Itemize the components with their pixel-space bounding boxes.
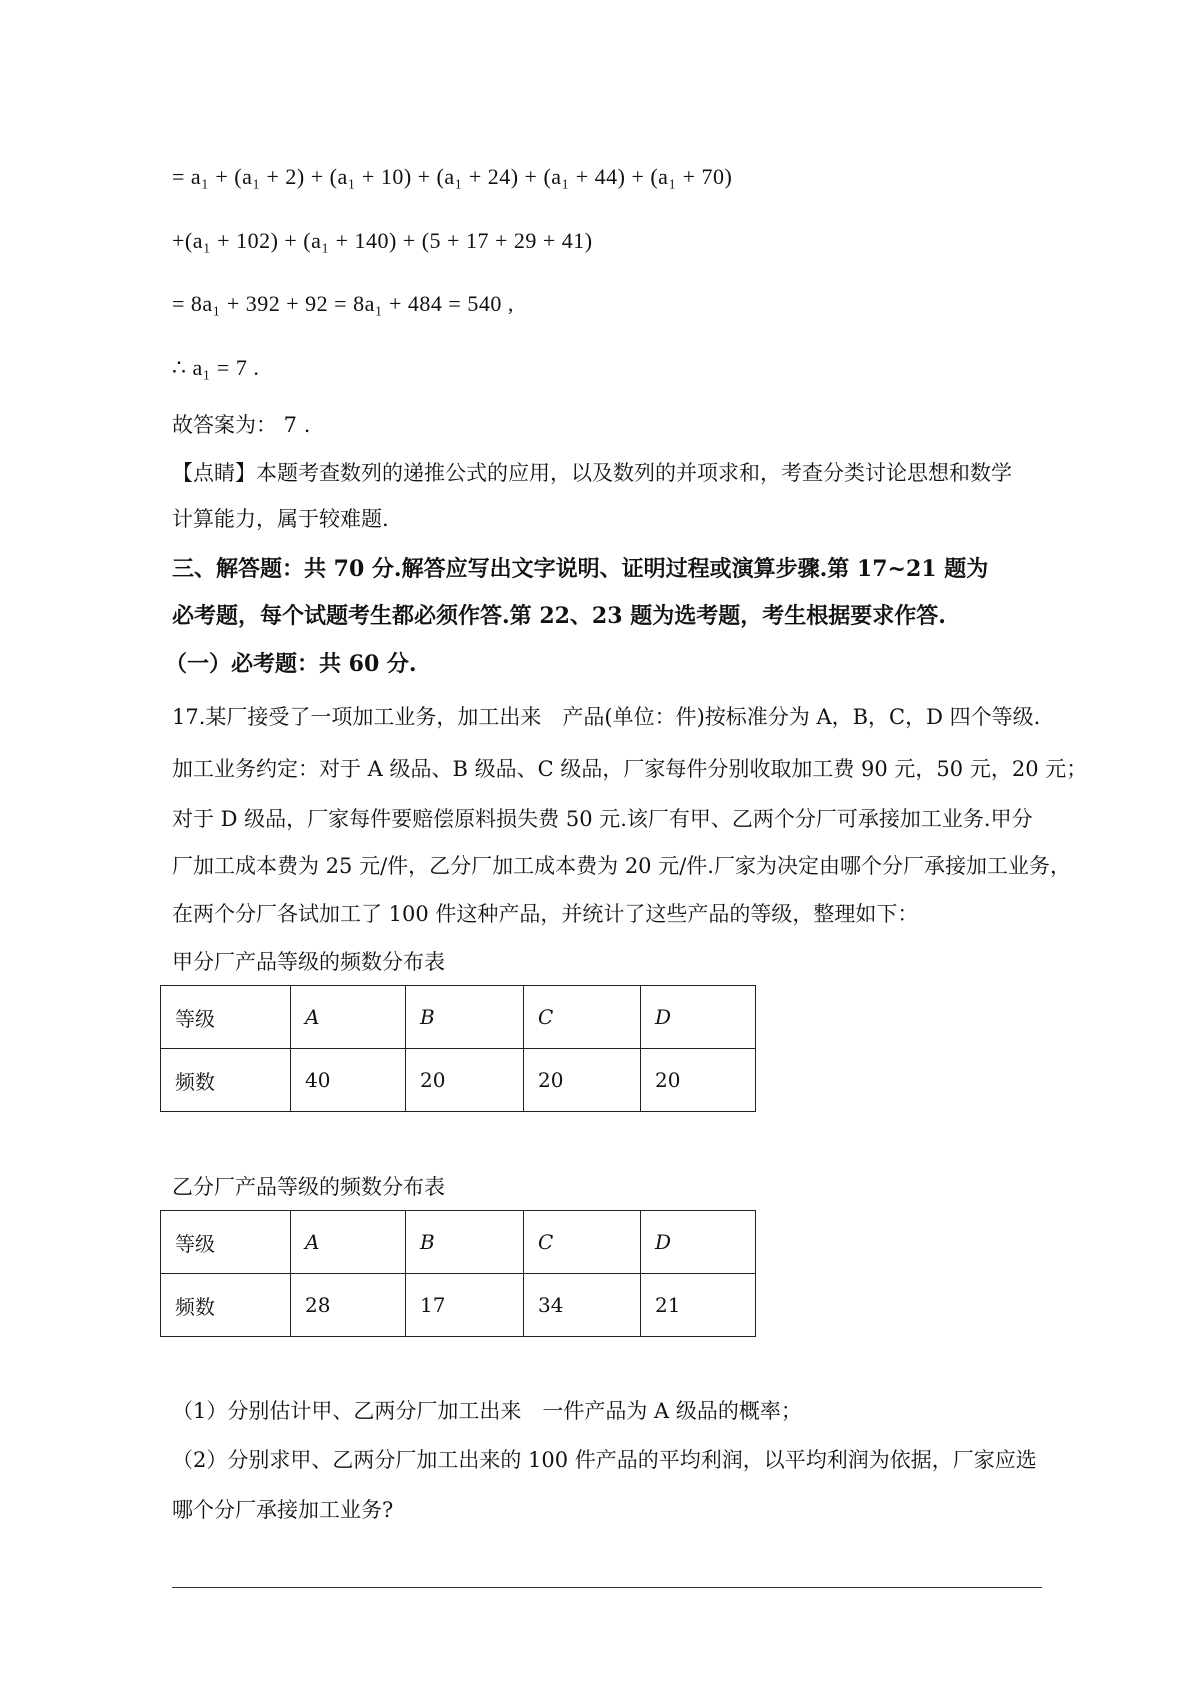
- table-cell: 17: [406, 1274, 524, 1337]
- table-cell: 频数: [161, 1049, 291, 1112]
- problem-17-line-1: 17.某厂接受了一项加工业务，加工出来 产品(单位：件)按标准分为 A，B，C，D 四个等级.: [172, 705, 1041, 729]
- answer-line: 故答案为： 7 .: [172, 413, 311, 437]
- table-cell: 20: [641, 1049, 756, 1112]
- table-cell: 等级: [161, 986, 291, 1049]
- table-2: [160, 1210, 756, 1337]
- comment-line-1: 【点睛】本题考查数列的递推公式的应用，以及数列的并项求和，考查分类讨论思想和数学: [172, 461, 1012, 485]
- section-heading-line-2: 必考题，每个试题考生都必须作答.第 22、23 题为选考题，考生根据要求作答.: [172, 603, 946, 629]
- table-cell: 20: [406, 1049, 524, 1112]
- question-2-line-2: 哪个分厂承接加工业务?: [172, 1498, 394, 1522]
- question-1: （1）分别估计甲、乙两分厂加工出来 一件产品为 A 级品的概率；: [172, 1399, 802, 1423]
- table-cell: C: [524, 1211, 641, 1274]
- table-cell: 34: [524, 1274, 641, 1337]
- table-header-row: [161, 1211, 756, 1274]
- equation-line-2: +(a₁ + 102) + (a₁ + 140) + (5 + 17 + 29 + 41): [172, 228, 593, 253]
- problem-17-line-3: 对于 D 级品，厂家每件要赔偿原料损失费 50 元.该厂有甲、乙两个分厂可承接加工业务.甲分: [172, 807, 1033, 831]
- table-row: [161, 1049, 756, 1112]
- equation-line-4: ∴ a₁ = 7 .: [172, 355, 260, 380]
- table-cell: 等级: [161, 1211, 291, 1274]
- problem-17-line-4: 厂加工成本费为 25 元/件，乙分厂加工成本费为 20 元/件.厂家为决定由哪个分厂承接加工业务，: [172, 854, 1071, 878]
- table-1-title: 甲分厂产品等级的频数分布表: [172, 950, 445, 974]
- table-cell: C: [524, 986, 641, 1049]
- equation-line-3: = 8a₁ + 392 + 92 = 8a₁ + 484 = 540 ,: [172, 291, 514, 316]
- table-cell: 20: [524, 1049, 641, 1112]
- table-1: [160, 985, 756, 1112]
- section-heading-line-1: 三、解答题：共 70 分.解答应写出文字说明、证明过程或演算步骤.第 17~21 题为: [172, 556, 989, 582]
- table-cell: B: [406, 1211, 524, 1274]
- table-row: [161, 1274, 756, 1337]
- equation-line-1: = a₁ + (a₁ + 2) + (a₁ + 10) + (a₁ + 24) + (a₁ + 44) + (a₁ + 70): [172, 164, 733, 189]
- comment-line-2: 计算能力，属于较难题.: [172, 507, 389, 531]
- table-header-row: [161, 986, 756, 1049]
- question-2-line-1: （2）分别求甲、乙两分厂加工出来的 100 件产品的平均利润，以平均利润为依据，厂家应选: [172, 1448, 1037, 1472]
- table-cell: A: [291, 1211, 406, 1274]
- table-2-title: 乙分厂产品等级的频数分布表: [172, 1175, 445, 1199]
- footer-rule: [172, 1587, 1042, 1588]
- table-cell: 21: [641, 1274, 756, 1337]
- table-cell: D: [641, 986, 756, 1049]
- table-cell: 28: [291, 1274, 406, 1337]
- table-cell: A: [291, 986, 406, 1049]
- table-cell: D: [641, 1211, 756, 1274]
- table-cell: 40: [291, 1049, 406, 1112]
- table-cell: B: [406, 986, 524, 1049]
- problem-17-line-5: 在两个分厂各试加工了 100 件这种产品，并统计了这些产品的等级，整理如下：: [172, 902, 919, 926]
- problem-17-line-2: 加工业务约定：对于 A 级品、B 级品、C 级品，厂家每件分别收取加工费 90 元，50 元，20 元；: [172, 757, 1088, 781]
- table-cell: 频数: [161, 1274, 291, 1337]
- section-subheading: （一）必考题：共 60 分.: [165, 651, 417, 677]
